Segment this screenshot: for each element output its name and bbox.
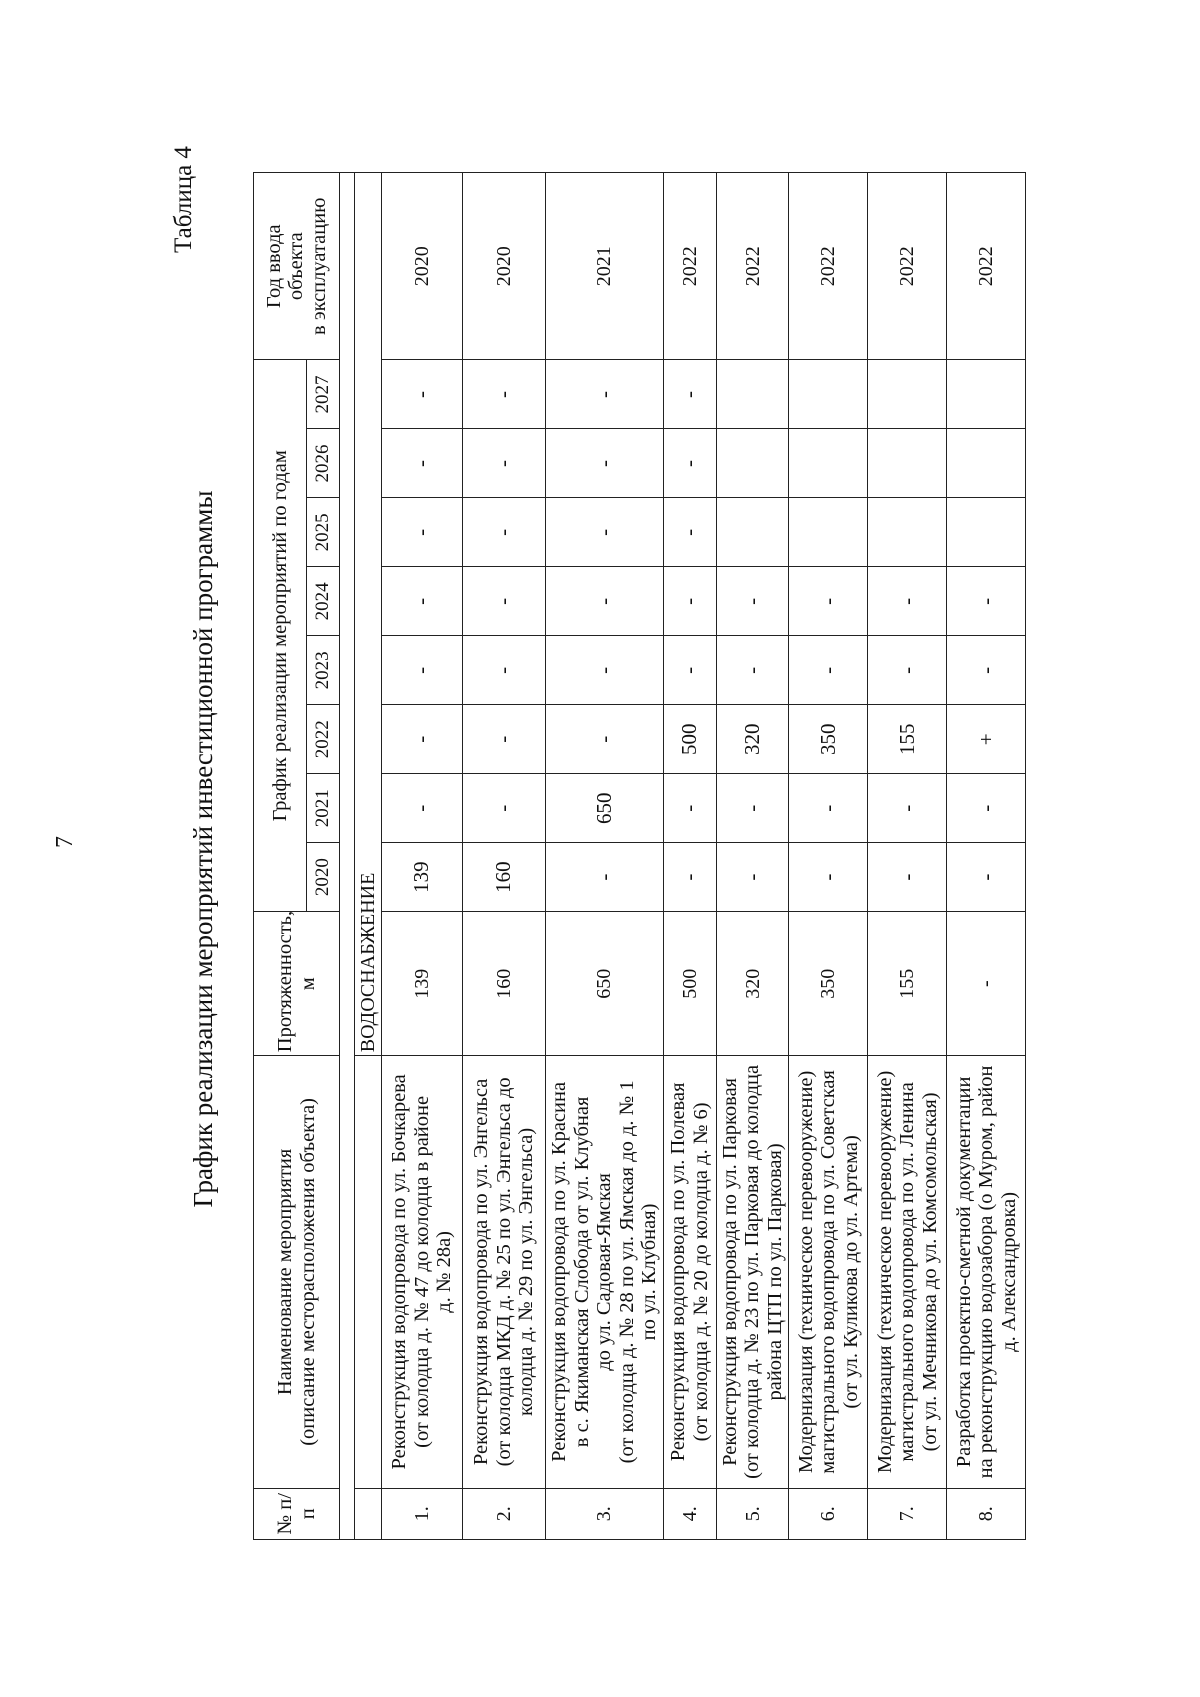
row-name-line: Реконструкция водопровода по ул. Красина [548, 1081, 570, 1462]
row-year-value: - [546, 705, 664, 774]
spacer-row [340, 173, 355, 1540]
row-commission: 2022 [663, 173, 716, 360]
row-year-value: - [663, 843, 716, 912]
row-num: 5. [716, 1488, 789, 1539]
row-length: 320 [716, 912, 789, 1056]
row-year-value: - [546, 498, 664, 567]
row-year-value: - [546, 567, 664, 636]
row-name-line: на реконструкцию водозабора (о Муром, район [975, 1065, 998, 1479]
row-year-value: - [463, 498, 546, 567]
row-name-line: д. № 28а) [433, 1231, 456, 1313]
row-name-line: (от колодца д. № 20 до колодца д. № 6) [689, 1102, 712, 1442]
row-length: 139 [382, 912, 463, 1056]
row-year-value [868, 429, 947, 498]
row-name-line: (от ул. Куликова до ул. Артема) [839, 1135, 862, 1409]
row-name-line: Реконструкция водопровода по ул. Энгельса [470, 1078, 493, 1466]
row-name-line: магистрального водопровода по ул. Советская [817, 1070, 840, 1474]
row-year-value: - [789, 774, 868, 843]
row-year-value: - [463, 567, 546, 636]
row-year-value: - [947, 636, 1026, 705]
row-year-value: - [716, 567, 789, 636]
row-year-value: - [663, 567, 716, 636]
row-year-value: 320 [716, 705, 789, 774]
table-row [382, 173, 463, 1540]
row-year-value [947, 429, 1026, 498]
row-length: 155 [868, 912, 947, 1056]
row-year-value [868, 498, 947, 567]
row-name-line: (от колодца МКД д. № 25 по ул. Энгельса до [492, 1077, 515, 1467]
header-year-4: 2024 [307, 567, 340, 636]
row-year-value: 500 [663, 705, 716, 774]
row-num: 8. [947, 1488, 1026, 1539]
row-length: 500 [663, 912, 716, 1056]
row-name [789, 1056, 868, 1488]
row-year-value: 155 [868, 705, 947, 774]
row-year-value: - [382, 705, 463, 774]
row-year-value: - [663, 498, 716, 567]
row-name-line: Модернизация (техническое перевооружение) [794, 1070, 817, 1474]
table-row [789, 173, 868, 1540]
header-name-line2: (описание месторасположения объекта) [296, 1097, 319, 1446]
row-name-line: Модернизация (техническое перевооружение) [873, 1070, 896, 1474]
row-year-value [716, 360, 789, 429]
row-year-value: - [789, 843, 868, 912]
row-year-value: - [663, 429, 716, 498]
row-year-value: 350 [789, 705, 868, 774]
row-year-value [716, 429, 789, 498]
header-year-7: 2027 [307, 360, 340, 429]
header-year-6: 2026 [307, 429, 340, 498]
section-title: ВОДОСНАБЖЕНИЕ [355, 173, 382, 1056]
table-row [463, 173, 546, 1540]
row-num: 4. [663, 1488, 716, 1539]
table-row [716, 173, 789, 1540]
header-length-line1: Протяженность, [273, 910, 296, 1053]
row-year-value [789, 360, 868, 429]
header-year-1: 2021 [307, 774, 340, 843]
row-year-value: - [463, 705, 546, 774]
row-commission: 2020 [382, 173, 463, 360]
table-label: Таблица 4 [170, 146, 197, 253]
row-commission: 2020 [463, 173, 546, 360]
row-name-line: до ул. Садовая-Ямская [593, 1173, 616, 1371]
row-year-value: - [947, 567, 1026, 636]
row-year-value: - [546, 360, 664, 429]
row-name [463, 1056, 546, 1488]
row-length: 350 [789, 912, 868, 1056]
table-row [947, 173, 1026, 1540]
row-commission: 2022 [789, 173, 868, 360]
header-commission-line3: в эксплуатацию [307, 197, 330, 335]
row-year-value: - [463, 360, 546, 429]
row-num: 1. [382, 1488, 463, 1539]
row-name-line: (от ул. Мечникова до ул. Комсомольская) [918, 1092, 941, 1452]
row-year-value [868, 360, 947, 429]
row-year-value: - [382, 636, 463, 705]
row-year-value [716, 498, 789, 567]
row-name-line: Реконструкция водопровода по ул. Бочкарева [388, 1074, 411, 1470]
row-year-value: + [947, 705, 1026, 774]
schedule-table [253, 172, 1026, 1540]
row-year-value: - [546, 429, 664, 498]
row-num: 7. [868, 1488, 947, 1539]
row-name [716, 1056, 789, 1488]
row-year-value [947, 498, 1026, 567]
row-num: 2. [463, 1488, 546, 1539]
row-commission: 2022 [868, 173, 947, 360]
header-length [254, 912, 340, 1056]
row-length: - [947, 912, 1026, 1056]
header-commission [254, 173, 340, 360]
page-number: 7 [52, 836, 78, 848]
row-name [546, 1056, 664, 1488]
row-year-value [789, 429, 868, 498]
spacer-cell [340, 173, 355, 1540]
row-year-value: - [382, 498, 463, 567]
row-name-line: магистрального водопровода по ул. Ленина [896, 1082, 919, 1462]
row-name-line: д. Александровка) [997, 1191, 1020, 1352]
row-name-line: (от колодца д. № 28 по ул. Ямская до д. № 1 [615, 1080, 638, 1464]
row-num: 3. [546, 1488, 664, 1539]
row-year-value: - [947, 843, 1026, 912]
row-num: 6. [789, 1488, 868, 1539]
header-commission-line2: объекта [285, 232, 308, 301]
header-year-5: 2025 [307, 498, 340, 567]
row-year-value: - [463, 636, 546, 705]
row-name [382, 1056, 463, 1488]
header-length-line2: м [296, 977, 319, 991]
row-name-line: по ул. Клубная) [638, 1203, 661, 1341]
row-commission: 2022 [947, 173, 1026, 360]
row-year-value: - [382, 774, 463, 843]
section-blank-cell [355, 1056, 382, 1488]
table-row [868, 173, 947, 1540]
row-name-line: Разработка проектно-сметной документации [952, 1076, 975, 1468]
row-year-value: - [868, 567, 947, 636]
row-year-value [789, 498, 868, 567]
section-blank-cell [355, 1488, 382, 1539]
row-year-value: - [546, 843, 664, 912]
row-year-value: - [868, 843, 947, 912]
row-year-value: - [663, 636, 716, 705]
row-year-value: - [663, 774, 716, 843]
header-year-2: 2022 [307, 705, 340, 774]
row-name-line: (от колодца д. № 23 по ул. Парковая до колодца [741, 1064, 764, 1479]
row-year-value: 650 [546, 774, 664, 843]
row-year-value: - [463, 429, 546, 498]
row-year-value: - [716, 636, 789, 705]
row-year-value: - [868, 774, 947, 843]
row-year-value: - [382, 429, 463, 498]
document-title: График реализации мероприятий инвестиционной программы [188, 490, 218, 1208]
row-length: 160 [463, 912, 546, 1056]
landscape-content [158, 146, 1108, 1549]
row-name-line: (от колодца д. № 47 до колодца в районе [410, 1095, 433, 1448]
row-year-value: - [546, 636, 664, 705]
row-year-value: - [716, 774, 789, 843]
header-num: № п/п [254, 1488, 340, 1539]
row-name-line: колодца д. № 29 по ул. Энгельса) [515, 1127, 538, 1416]
row-year-value: 160 [463, 843, 546, 912]
row-year-value: - [382, 360, 463, 429]
row-year-value [947, 360, 1026, 429]
header-commission-line1: Год ввода [262, 224, 285, 309]
header-name [254, 1056, 340, 1488]
row-year-value: - [789, 567, 868, 636]
row-name [663, 1056, 716, 1488]
row-year-value: - [947, 774, 1026, 843]
row-year-value: - [382, 567, 463, 636]
header-year-3: 2023 [307, 636, 340, 705]
row-year-value: - [716, 843, 789, 912]
row-name [947, 1056, 1026, 1488]
row-name-line: Реконструкция водопровода по ул. Полевая [667, 1082, 690, 1462]
row-year-value: - [868, 636, 947, 705]
row-year-value: 139 [382, 843, 463, 912]
row-commission: 2022 [716, 173, 789, 360]
header-year-0: 2020 [307, 843, 340, 912]
section-row [355, 173, 382, 1540]
table-row [663, 173, 716, 1540]
row-year-value: - [663, 360, 716, 429]
header-name-line1: Наименование мероприятия [273, 1148, 296, 1396]
header-row-top [254, 173, 307, 1540]
row-year-value: - [789, 636, 868, 705]
row-name-line: в с. Якиманская Слобода от ул. Клубная [570, 1096, 593, 1448]
row-commission: 2021 [546, 173, 664, 360]
row-name-line: района ЦТП по ул. Парковая) [763, 1143, 786, 1401]
row-name [868, 1056, 947, 1488]
row-year-value: - [463, 774, 546, 843]
header-schedule: График реализации мероприятий по годам [254, 360, 307, 912]
row-length: 650 [546, 912, 664, 1056]
row-name-line: Реконструкция водопровода по ул. Парковая [718, 1077, 741, 1466]
table-row [546, 173, 664, 1540]
